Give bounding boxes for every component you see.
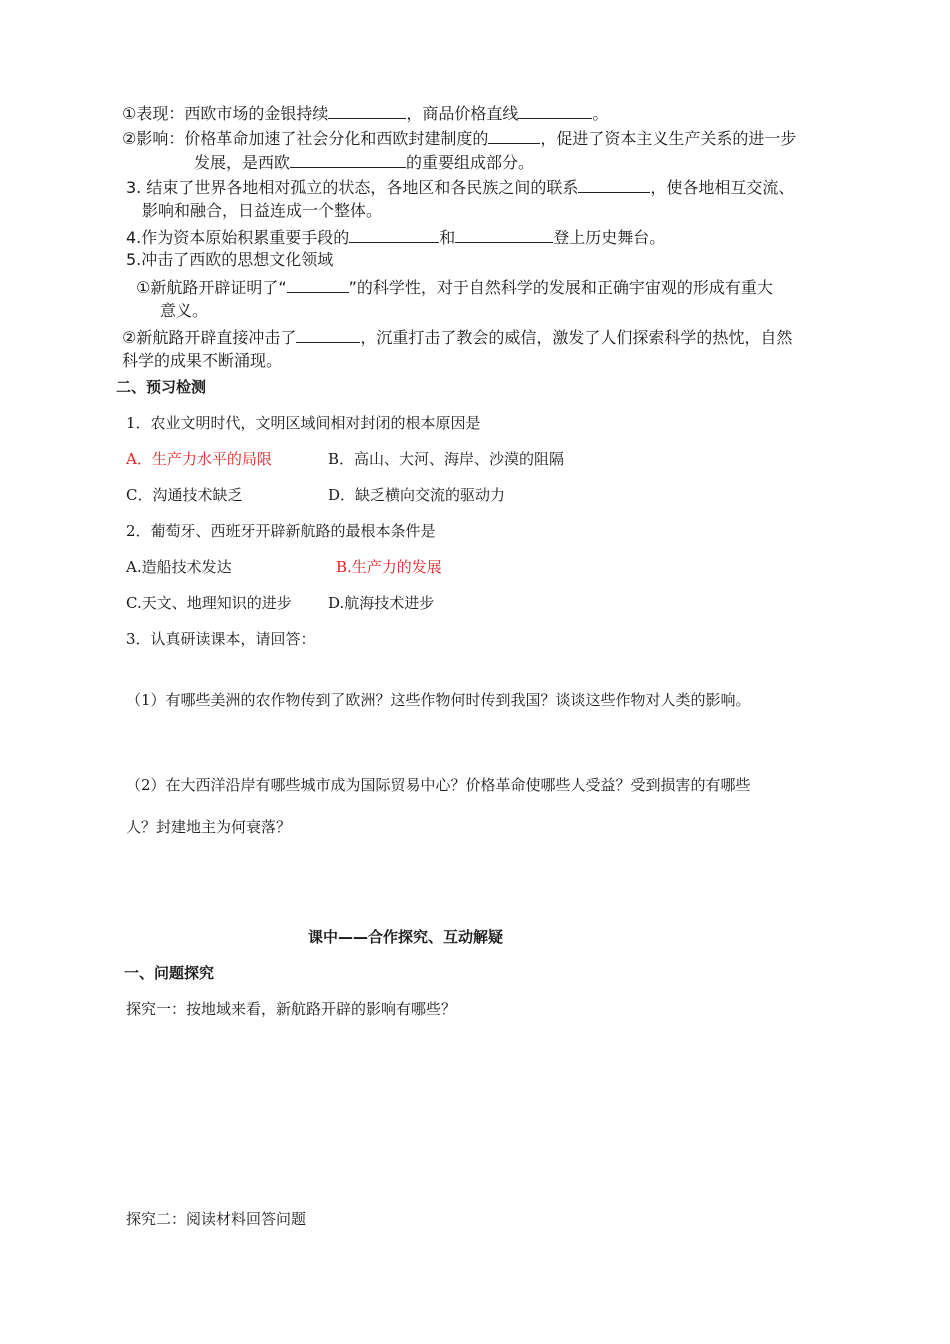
fill-blank[interactable]	[349, 226, 439, 243]
option-b: B．高山、大河、海岸、沙漠的阻隔	[328, 450, 565, 468]
question-3: 3．认真研读课本，请回答：	[126, 630, 316, 648]
text-line-11: 科学的成果不断涌现。	[122, 351, 283, 370]
option-d: D．缺乏横向交流的驱动力	[328, 486, 506, 504]
line-text: ，使各地相互交流、	[650, 178, 795, 197]
line-text: ②新航路开辟直接冲击了	[122, 328, 297, 347]
fill-blank[interactable]	[328, 102, 406, 119]
fill-blank[interactable]	[455, 226, 553, 243]
option-a: A.造船技术发达	[126, 558, 232, 576]
text-line-4	[126, 176, 794, 198]
line-text: 3. 结束了世界各地相对孤立的状态，各地区和各民族之间的联系	[126, 178, 579, 197]
fill-blank[interactable]	[290, 151, 406, 168]
fill-blank[interactable]	[296, 326, 360, 343]
line-text: 发展，是西欧	[194, 153, 291, 172]
text-line-1	[122, 102, 608, 124]
option-c: C．沟通技术缺乏	[126, 486, 243, 504]
option-d: D.航海技术进步	[328, 594, 435, 612]
section-heading: 一、问题探究	[124, 964, 215, 982]
line-text: 的重要组成部分。	[406, 153, 535, 172]
page-title: 课中——合作探究、互动解疑	[308, 928, 504, 946]
text-line-5: 影响和融合，日益连成一个整体。	[142, 201, 383, 220]
line-text: ①表现：西欧市场的金银持续	[122, 104, 329, 123]
line-text: ，商品价格直线	[406, 104, 519, 123]
fill-blank[interactable]	[518, 102, 592, 119]
line-text: 4.作为资本原始积累重要手段的	[126, 228, 350, 247]
line-text: 和	[439, 228, 456, 247]
option-c: C.天文、地理知识的进步	[126, 594, 292, 612]
line-text: ”的科学性，对于自然科学的发展和正确宇宙观的形成有重大	[348, 278, 773, 297]
line-text: ，促进了资本主义生产关系的进一步	[540, 129, 797, 148]
line-text: ①新航路开辟证明了“	[136, 278, 287, 297]
question-3-part-2: （2）在大西洋沿岸有哪些城市成为国际贸易中心？价格革命使哪些人受益？受到损害的有哪些	[126, 776, 751, 794]
text-line-9: 意义。	[160, 301, 209, 320]
option-a-answer: A．生产力水平的局限	[126, 450, 272, 468]
text-line-2	[122, 127, 796, 149]
explore-question-2: 探究二：阅读材料回答问题	[126, 1210, 307, 1228]
section-heading: 二、预习检测	[116, 378, 207, 396]
line-text: 登上历史舞台。	[553, 228, 666, 247]
question-2: 2．葡萄牙、西班牙开辟新航路的最根本条件是	[126, 522, 436, 540]
question-3-part-1: （1）有哪些美洲的农作物传到了欧洲？这些作物何时传到我国？谈谈这些作物对人类的影响。	[126, 691, 751, 709]
fill-blank[interactable]	[578, 176, 650, 193]
text-line-8	[136, 276, 773, 298]
line-text: ②影响：价格革命加速了社会分化和西欧封建制度的	[122, 129, 489, 148]
fill-blank[interactable]	[488, 127, 540, 144]
text-line-3	[194, 151, 534, 173]
line-text: ，沉重打击了教会的威信，激发了人们探索科学的热忱，自然	[360, 328, 793, 347]
text-line-6	[126, 226, 665, 248]
option-b-answer: B.生产力的发展	[336, 558, 442, 576]
question-1: 1．农业文明时代，文明区域间相对封闭的根本原因是	[126, 414, 481, 432]
question-3-part-2-cont: 人？封建地主为何衰落？	[126, 818, 292, 836]
fill-blank[interactable]	[287, 276, 349, 293]
text-line-7: 5.冲击了西欧的思想文化领域	[126, 250, 334, 269]
text-line-10	[122, 326, 792, 348]
explore-question-1: 探究一：按地域来看，新航路开辟的影响有哪些？	[126, 1000, 457, 1018]
line-text: 。	[592, 104, 609, 123]
